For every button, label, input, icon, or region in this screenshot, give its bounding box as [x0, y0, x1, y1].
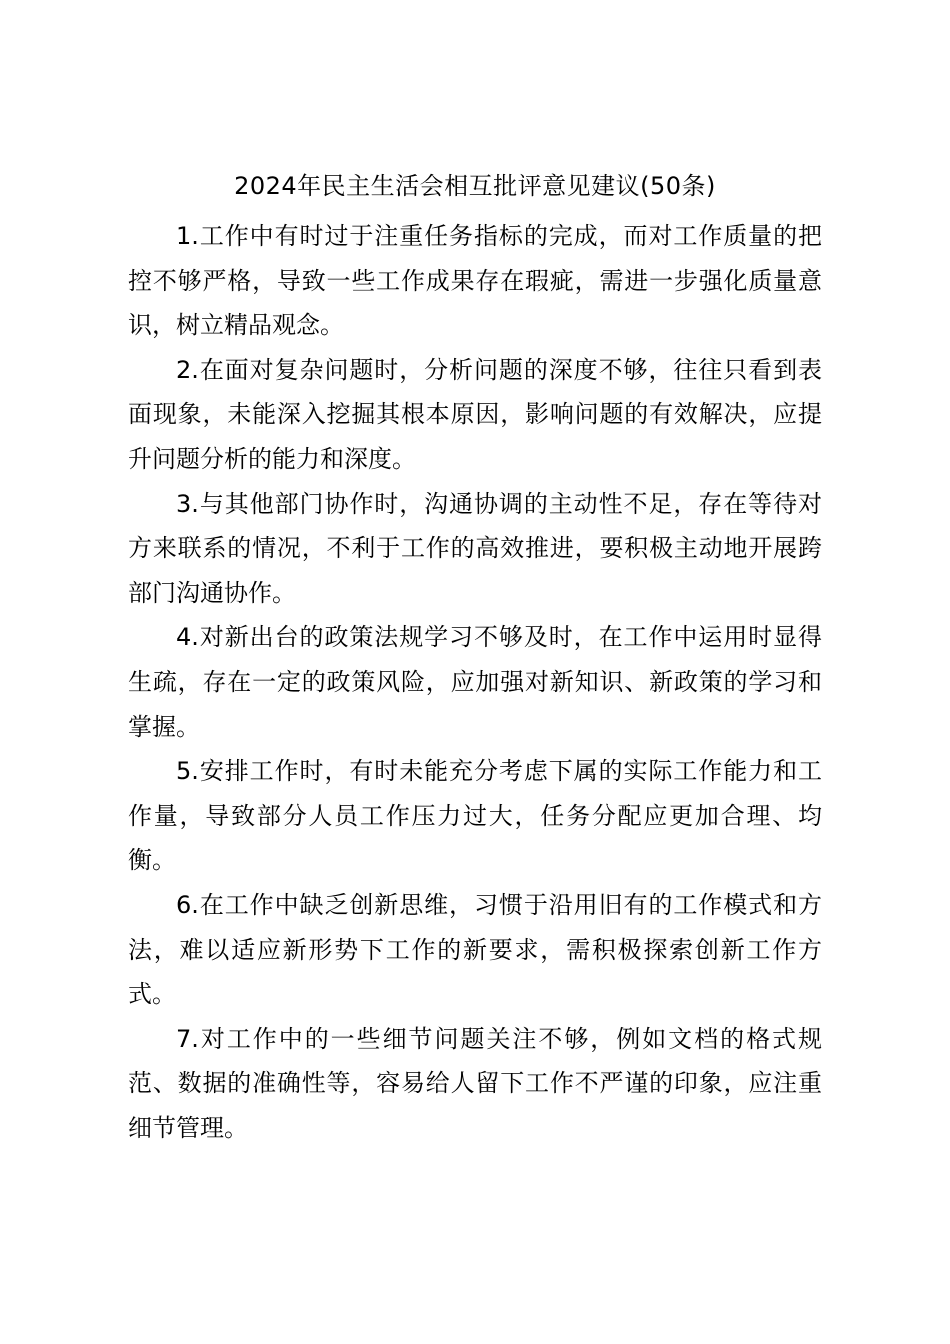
paragraph-5: 5.安排工作时，有时未能充分考虑下属的实际工作能力和工作量，导致部分人员工作压力过大，任务分配应更加合理、均衡。: [128, 757, 822, 875]
paragraph-6: 6.在工作中缺乏创新思维，习惯于沿用旧有的工作模式和方法，难以适应新形势下工作的新要求，需积极探索创新工作方式。: [128, 890, 822, 1009]
paragraph-7: 7.对工作中的一些细节问题关注不够，例如文档的格式规范、数据的准确性等，容易给人留下工作不严谨的印象，应注重细节管理。: [128, 1024, 822, 1142]
paragraph-2: 2.在面对复杂问题时，分析问题的深度不够，往往只看到表面现象，未能深入挖掘其根本原因，影响问题的有效解决，应提升问题分析的能力和深度。: [128, 355, 822, 473]
paragraph-3: 3.与其他部门协作时，沟通协调的主动性不足，存在等待对方来联系的情况，不利于工作的高效推进，要积极主动地开展跨部门沟通协作。: [128, 489, 822, 607]
paragraph-1: 1.工作中有时过于注重任务指标的完成，而对工作质量的把控不够严格，导致一些工作成果存在瑕疵，需进一步强化质量意识，树立精品观念。: [128, 222, 822, 340]
document-title: 2024年民主生活会相互批评意见建议(50条): [234, 172, 716, 200]
paragraph-4: 4.对新出台的政策法规学习不够及时，在工作中运用时显得生疏，存在一定的政策风险，应加强对新知识、新政策的学习和掌握。: [128, 623, 822, 741]
document-page: [128, 170, 822, 1150]
